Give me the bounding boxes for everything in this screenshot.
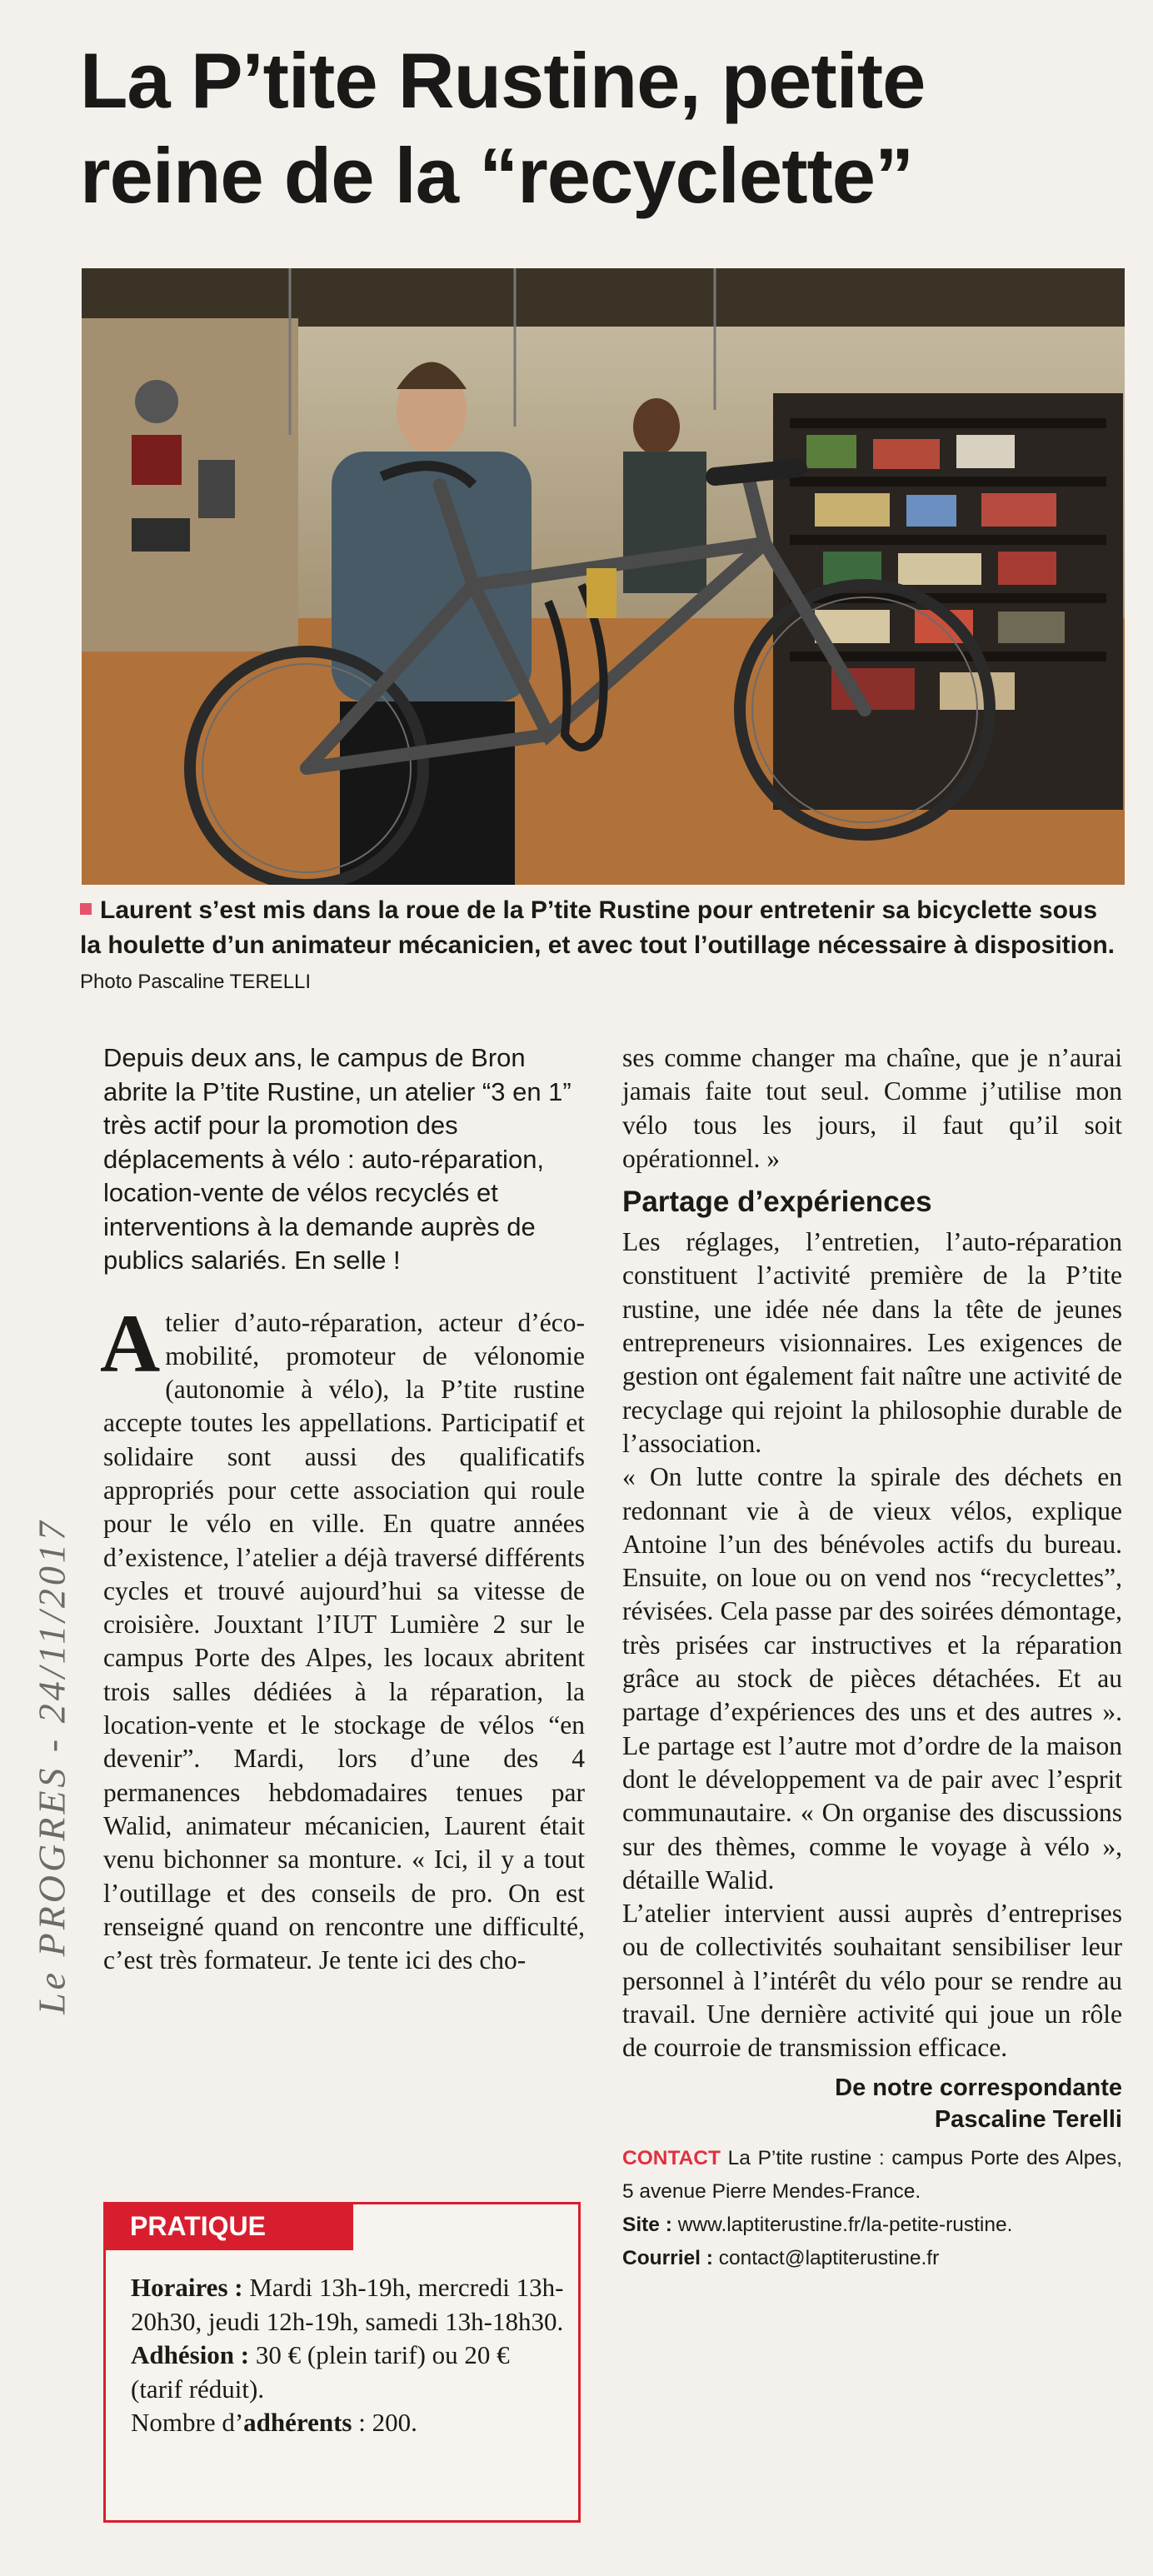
contact-label: CONTACT — [622, 2146, 721, 2169]
adhesion-label: Adhésion : — [131, 2340, 250, 2369]
adherents-value: : 200. — [358, 2408, 417, 2437]
body-col2-para2: « On lutte contre la spirale des déchets en redonnant vie à de vieux vélos, explique Antoine l’un des bénévoles actifs du bureau. Ensuite, on loue ou on vend nos “recyclettes”, révisées. Cela passe par des soirées démontage, très prisées car instructives et la réparation grâce au stock de pièces détachées. Et au partage d’expériences des uns et des autres ». Le partage est l’autre mot d’ordre de la maison dont le développement va de pair avec l’esprit communautaire. « On organise des discussions sur des thèmes, comme le voyage à vélo », détaille Walid. — [622, 1462, 1122, 1895]
caption-text: Laurent s’est mis dans la roue de la P’tite Rustine pour entretenir sa bicyclette sous la houlette d’un animateur mécanicien, et avec tout l’outillage nécessaire à disposition. — [80, 896, 1115, 959]
column-right — [622, 1041, 1122, 2275]
drop-cap: A — [100, 1296, 161, 1390]
margin-stamp — [27, 1250, 77, 2283]
body-col2-para3: L’atelier intervient aussi auprès d’entreprises ou de collectivités souhaitant sensibiliser leur personnel à l’intérêt du vélo pour se rendre au travail. Une dernière activité qui joue un rôle de courroie de transmission efficace. — [622, 1899, 1122, 2063]
pratique-body — [131, 2271, 564, 2440]
mail-link[interactable]: contact@laptiterustine.fr — [718, 2246, 940, 2269]
column-left — [100, 1041, 585, 1977]
contact-text: La P’tite rustine : campus Porte des Alpes, 5 avenue Pierre Mendes-France. — [622, 2146, 1123, 2203]
body-col2-para1: Les réglages, l’entretien, l’auto-réparation constituent l’activité première de la P’tite rustine, une idée née dans la tête de jeunes entrepreneurs visionnaires. Les exigences de gestion ont également fait naître une activité de recyclage qui rejoint la philosophie durable de l’association. — [622, 1227, 1122, 1458]
site-link[interactable]: www.laptiterustine.fr/la-petite-rustine. — [677, 2213, 1013, 2236]
subhead: Partage d’expériences — [622, 1186, 932, 1219]
adherents-prefix: Nombre d’ — [131, 2408, 244, 2437]
photo-credit: Photo Pascaline TERELLI — [80, 971, 312, 993]
headline: La P’tite Rustine, petite reine de la “recyclette” — [80, 37, 926, 219]
body-col2-start: ses comme changer ma chaîne, que je n’aurai jamais faite tout seul. Comme j’utilise mon vélo tous les jours, il faut qu’il soit opérationnel. » — [622, 1043, 1122, 1173]
body-paragraph-1 — [100, 1296, 585, 1978]
signature — [622, 2072, 1122, 2135]
adhesion-value: 30 € (plein tarif) ou 20 € (tarif réduit). — [131, 2340, 510, 2404]
article-lead: Depuis deux ans, le campus de Bron abrite la P’tite Rustine, un atelier “3 en 1” très actif pour la promotion des déplacements à vélo : auto-réparation, location-vente de vélos recyclés et interventions à la demande auprès de publics salariés. En selle ! — [103, 1043, 572, 1275]
photo-caption — [80, 893, 1121, 1000]
body-col1-text: telier d’auto-réparation, acteur d’éco-mobilité, promoteur de vélonomie (autonomie à vélo), la P’tite rustine accepte toutes les appellations. Participatif et solidaire sont aussi des qualificatifs appropriés pour cette association qui roule pour le vélo en ville. En quatre années d’existence, l’atelier a déjà traversé différents cycles et trouvé aujourd’hui sa vitesse de croisière. Jouxtant l’IUT Lumière 2 sur le campus Porte des Alpes, les locaux abritent trois salles dédiées à la réparation, la location-vente et le stockage de vélos “en devenir”. Mardi, lors d’une des 4 permanences hebdomadaires tenues par Walid, animateur mécanicien, Laurent était venu bichonner sa monture. « Ici, il y a tout l’outillage et des conseils de pro. On est renseigné quand on rencontre une difficulté, c’est très formateur. Je tente ici des cho- — [103, 1307, 585, 1975]
pratique-box — [103, 2202, 581, 2523]
margin-stamp-text: Le PROGRES - 24/11/2017 — [30, 1518, 73, 2014]
horaires-value: Mardi 13h-19h, mercredi 13h-20h30, jeudi 12h-19h, samedi 13h-18h30. — [131, 2273, 564, 2336]
horaires-label: Horaires : — [131, 2273, 243, 2302]
mail-label: Courriel : — [622, 2246, 713, 2269]
caption-bullet-icon — [80, 903, 92, 915]
signature-line-1: De notre correspondante — [835, 2074, 1122, 2101]
pratique-title: PRATIQUE — [103, 2202, 353, 2250]
site-label: Site : — [622, 2213, 672, 2236]
article-photo — [82, 268, 1125, 885]
adherents-label: adhérents — [243, 2408, 352, 2437]
contact-block — [622, 2142, 1122, 2275]
signature-line-2: Pascaline Terelli — [934, 2105, 1122, 2133]
